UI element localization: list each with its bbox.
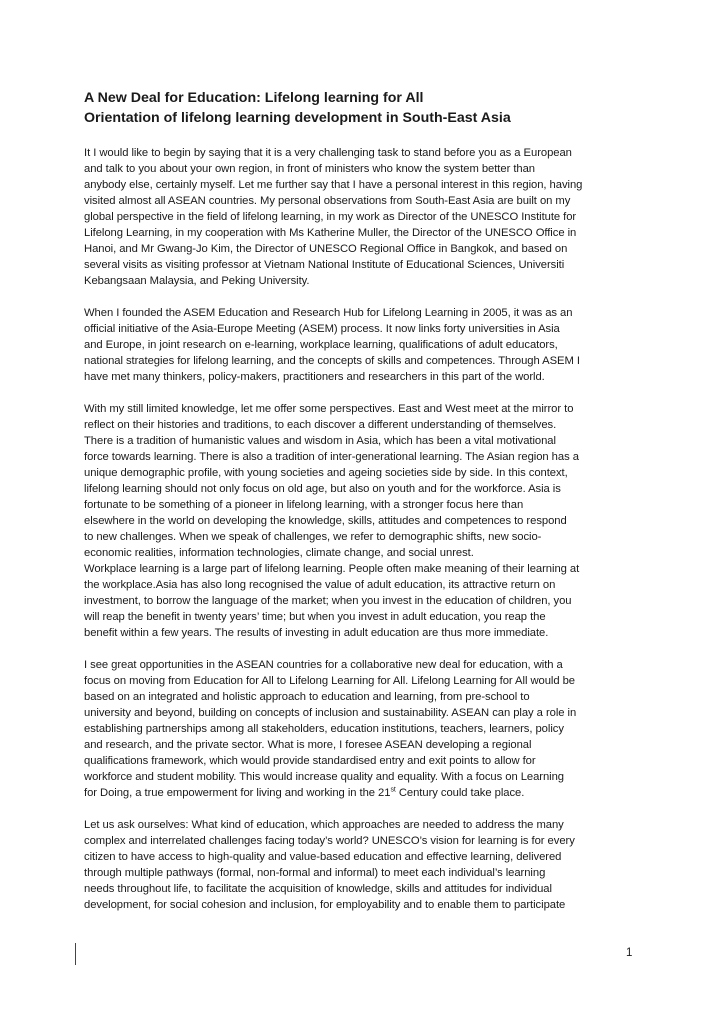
paragraph-line: national strategies for lifelong learning, and the concepts of skills and competences. Through ASEM I	[84, 355, 580, 367]
paragraph-line: economic realities, information technologies, climate change, and social unrest.	[84, 547, 474, 559]
paragraph-line: With my still limited knowledge, let me offer some perspectives. East and West meet at the mirror to	[84, 403, 574, 415]
paragraph-4	[84, 657, 640, 801]
document-title	[84, 88, 644, 128]
paragraph-line: fortunate to be something of a pioneer in lifelong learning, with a stronger focus here than	[84, 499, 524, 511]
paragraph-line: Let us ask ourselves: What kind of education, which approaches are needed to address the many	[84, 819, 564, 831]
paragraph-line: When I founded the ASEM Education and Research Hub for Lifelong Learning in 2005, it was as an	[84, 307, 573, 319]
paragraph-line: It I would like to begin by saying that it is a very challenging task to stand before you as a European	[84, 147, 572, 159]
paragraph-line: to new challenges. When we speak of challenges, we refer to demographic shifts, new socio-	[84, 531, 542, 543]
paragraph-line: Lifelong Learning, in my cooperation with Ms Katherine Muller, the Director of the UNESCO Office in	[84, 227, 577, 239]
paragraph-line: have met many thinkers, policy-makers, practitioners and researchers in this part of the world.	[84, 371, 545, 383]
paragraph-line: citizen to have access to high-quality and value-based education and effective learning, delivered	[84, 851, 562, 863]
paragraph-line: Workplace learning is a large part of lifelong learning. People often make meaning of their learning at	[84, 563, 580, 575]
document-body	[84, 145, 640, 913]
paragraph-line: will reap the benefit in twenty years’ time; but when you invest in adult education, you reap the	[84, 611, 546, 623]
line-text: for Doing, a true empowerment for living and working in the 21	[84, 787, 391, 799]
paragraph-line: workforce and student mobility. This would increase quality and equality. With a focus on Learning	[84, 771, 565, 783]
page-number: 1	[626, 947, 633, 959]
paragraph-line: development, for social cohesion and inclusion, for employability and to enable them to participate	[84, 899, 566, 911]
title-line-2: Orientation of lifelong learning development in South-East Asia	[84, 110, 511, 126]
paragraph-line: reflect on their histories and traditions, to each discover a different understanding of themselves.	[84, 419, 557, 431]
superscript-ordinal: st	[390, 786, 396, 794]
paragraph-line: and talk to you about your own region, in front of ministers who know the system better than	[84, 163, 535, 175]
paragraph-line: and Europe, in joint research on e-learning, workplace learning, qualifications of adult educators,	[84, 339, 558, 351]
paragraph-line	[84, 785, 640, 801]
paragraph-line: and research, and the private sector. What is more, I foresee ASEAN developing a regional	[84, 739, 532, 751]
paragraph-line: force towards learning. There is also a tradition of inter-generational learning. The Asian region has a	[84, 451, 579, 463]
paragraph-line: establishing partnerships among all stakeholders, education institutions, teachers, learners, policy	[84, 723, 564, 735]
paragraph-line: anybody else, certainly myself. Let me further say that I have a personal interest in this region, having	[84, 179, 583, 191]
paragraph-line: the workplace.Asia has also long recognised the value of adult education, its attractive return on	[84, 579, 556, 591]
margin-rule	[75, 943, 76, 965]
paragraph-line: visited almost all ASEAN countries. My personal observations from South-East Asia are built on my	[84, 195, 571, 207]
paragraph-line: qualifications framework, which would provide standardised entry and exit points to allow for	[84, 755, 536, 767]
paragraph-line: several visits as visiting professor at Vietnam National Institute of Educational Sciences, Universiti	[84, 259, 565, 271]
paragraph-gap	[84, 385, 640, 401]
paragraph-line: There is a tradition of humanistic values and wisdom in Asia, which has been a vital motivational	[84, 435, 556, 447]
paragraph-line: through multiple pathways (formal, non-formal and informal) to meet each individual’s learning	[84, 867, 546, 879]
paragraph-1	[84, 145, 640, 289]
title-line-1: A New Deal for Education: Lifelong learning for All	[84, 90, 424, 106]
paragraph-line: complex and interrelated challenges facing today’s world? UNESCO’s vision for learning is for every	[84, 835, 575, 847]
line-text: Century could take place.	[395, 787, 525, 799]
paragraph-line: university and beyond, building on concepts of inclusion and sustainability. ASEAN can play a role in	[84, 707, 577, 719]
paragraph-line: benefit within a few years. The results of investing in adult education are thus more immediate.	[84, 627, 549, 639]
paragraph-gap	[84, 641, 640, 657]
paragraph-5	[84, 817, 640, 913]
paragraph-line: needs throughout life, to facilitate the acquisition of knowledge, skills and attitudes for individual	[84, 883, 552, 895]
paragraph-line: global perspective in the field of lifelong learning, in my work as Director of the UNESCO Institute for	[84, 211, 577, 223]
paragraph-line: Kebangsaan Malaysia, and Peking University.	[84, 275, 310, 287]
paragraph-gap	[84, 801, 640, 817]
paragraph-line: unique demographic profile, with young societies and ageing societies side by side. In this context,	[84, 467, 568, 479]
paragraph-line: lifelong learning should not only focus on old age, but also on youth and for the workforce. Asia is	[84, 483, 561, 495]
paragraph-3	[84, 401, 640, 641]
paragraph-gap	[84, 289, 640, 305]
paragraph-line: focus on moving from Education for All to Lifelong Learning for All. Lifelong Learning for All would be	[84, 675, 575, 687]
paragraph-line: I see great opportunities in the ASEAN countries for a collaborative new deal for education, with a	[84, 659, 563, 671]
paragraph-line: based on an integrated and holistic approach to education and learning, from pre-school to	[84, 691, 530, 703]
paragraph-line: investment, to borrow the language of the market; when you invest in the education of children, you	[84, 595, 572, 607]
paragraph-2	[84, 305, 640, 385]
paragraph-line: Hanoi, and Mr Gwang-Jo Kim, the Director of UNESCO Regional Office in Bangkok, and based on	[84, 243, 568, 255]
paragraph-line: official initiative of the Asia-Europe Meeting (ASEM) process. It now links forty universities in Asia	[84, 323, 560, 335]
paragraph-line: elsewhere in the world on developing the knowledge, skills, attitudes and competences to respond	[84, 515, 567, 527]
